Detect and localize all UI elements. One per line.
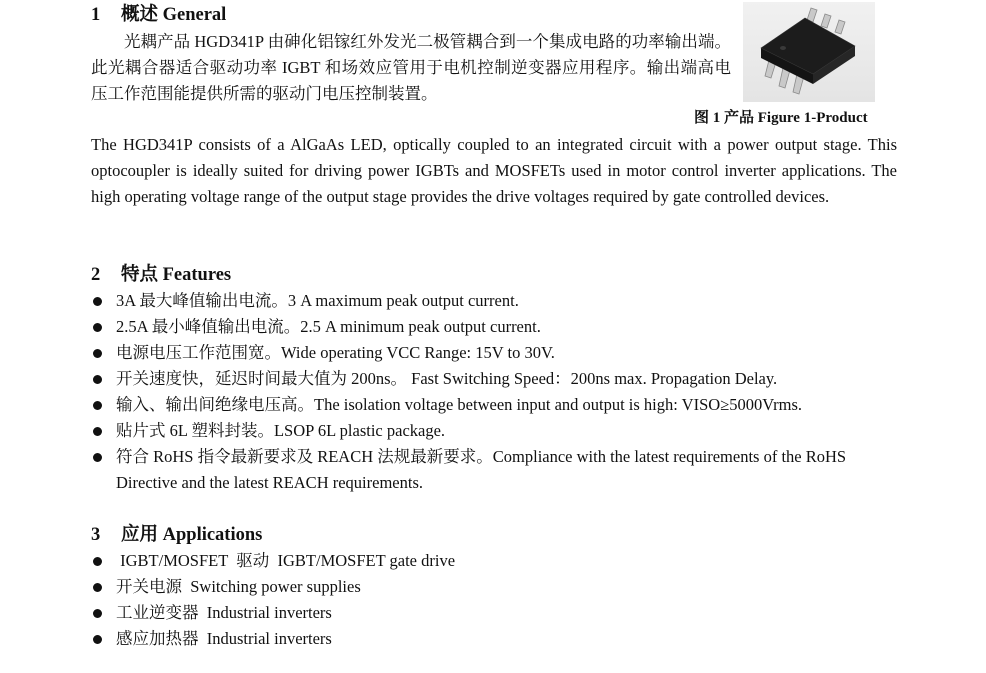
- bullet-icon: [93, 557, 102, 566]
- bullet-icon: [93, 635, 102, 644]
- feature-item: 3A 最大峰值输出电流。3 A maximum peak output current.: [91, 288, 897, 314]
- overview-chinese-paragraph: 光耦产品 HGD341P 由砷化铝镓红外发光二极管耦合到一个集成电路的功率输出端。此光耦合器适合驱动功率 IGBT 和场效应管用于电机控制逆变器应用程序。输出端高电压工作范围能提供所需的驱动门电压控制装置。: [91, 32, 731, 103]
- feature-item: 开关速度快，延迟时间最大值为 200ns。 Fast Switching Speed：200ns max. Propagation Delay.: [91, 366, 897, 392]
- feature-item: 2.5A 最小峰值输出电流。2.5 A minimum peak output current.: [91, 314, 897, 340]
- feature-item: 输入、输出间绝缘电压高。The isolation voltage between input and output is high: VISO≥5000Vrms.: [91, 392, 897, 418]
- feature-item: 电源电压工作范围宽。Wide operating VCC Range: 15V to 30V.: [91, 340, 897, 366]
- section-3-title: 应用 Applications: [121, 525, 263, 545]
- bullet-icon: [93, 297, 102, 306]
- feature-item: 贴片式 6L 塑料封装。LSOP 6L plastic package.: [91, 418, 897, 444]
- application-item: 感应加热器 Industrial inverters: [91, 626, 897, 652]
- features-list: [91, 288, 897, 496]
- section-1-title: 概述 General: [121, 5, 227, 25]
- section-2-title: 特点 Features: [121, 265, 232, 285]
- product-figure: [743, 2, 875, 102]
- figure-caption: 图 1 产品 Figure 1-Product: [694, 110, 868, 126]
- application-item: 工业逆变器 Industrial inverters: [91, 600, 897, 626]
- application-item: 开关电源 Switching power supplies: [91, 574, 897, 600]
- section-2-heading: [91, 263, 231, 287]
- applications-list: [91, 548, 897, 652]
- section-3-heading: [91, 523, 262, 547]
- section-3-number: 3: [91, 525, 101, 545]
- bullet-icon: [93, 349, 102, 358]
- product-chip-image: [743, 2, 875, 102]
- section-1-number: 1: [91, 5, 101, 25]
- bullet-icon: [93, 609, 102, 618]
- bullet-icon: [93, 427, 102, 436]
- bullet-icon: [93, 323, 102, 332]
- section-2-number: 2: [91, 265, 101, 285]
- bullet-icon: [93, 375, 102, 384]
- section-1-heading: [91, 3, 226, 27]
- bullet-icon: [93, 583, 102, 592]
- bullet-icon: [93, 453, 102, 462]
- application-item: IGBT/MOSFET 驱动 IGBT/MOSFET gate drive: [91, 548, 897, 574]
- bullet-icon: [93, 401, 102, 410]
- feature-item: 符合 RoHS 指令最新要求及 REACH 法规最新要求。Compliance with the latest requirements of the RoHS Directive and the latest REACH requirements.: [91, 444, 897, 496]
- overview-english-paragraph: The HGD341P consists of a AlGaAs LED, optically coupled to an integrated circuit with a power output stage. This optocoupler is ideally suited for driving power IGBTs and MOSFETs used in motor control inverter applications. The high operating voltage range of the output stage provides the drive voltages required by gate controlled devices.: [91, 135, 897, 206]
